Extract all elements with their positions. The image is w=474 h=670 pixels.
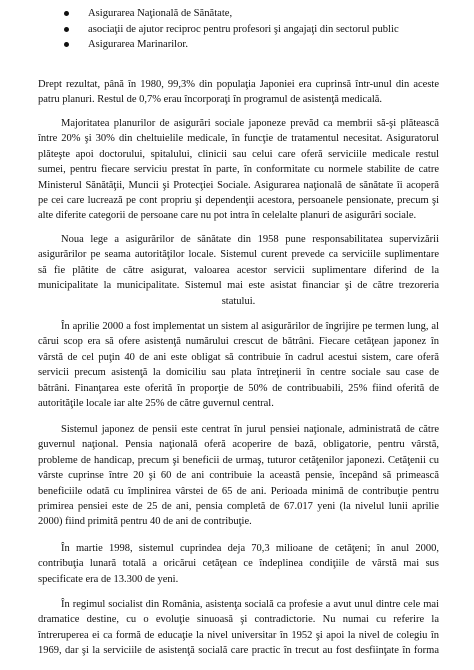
text-line: asigurărilor pe seama autorităţilor locale. Sistemul curent prevede ca serviciile suplimentare: [38, 249, 439, 261]
text-line: Majoritatea planurilor de asigurări sociale japoneze prevăd ca membrii să-şi plătească: [61, 118, 439, 129]
paragraph: [38, 232, 439, 309]
list-item-text: asociaţii de ajutor reciproc pentru profesori şi angajaţi din sectorul public: [88, 23, 399, 35]
text-line: plăteşte apoi doctorului, spitalului, clinicii sau celui care oferă serviciile medicale restul: [38, 148, 439, 160]
text-line: În regimul socialist din România, asistenţa socială ca profesie a avut unul dintre cele mai: [61, 599, 439, 610]
bullet-icon: [64, 27, 69, 32]
list-item: [64, 6, 399, 22]
text-line: cărui scop era să ofere asistenţă numărului crescut de bătrâni. Fiecare cetăţean japonez în: [38, 336, 439, 348]
text-line: probleme de handicap, precum şi beneficii de urmaş, tuturor cetăţenilor japonezi. Cetăţenii cu: [38, 454, 439, 466]
text-line: În martie 1998, sistemul cuprindea deja 70,3 milioane de cetăţeni; în anul 2000,: [61, 543, 439, 554]
bullet-list: [64, 6, 399, 53]
text-line: beneficiile odată cu împlinirea vârstei de 65 de ani. Perioada minimă de contribuţie pentru: [38, 485, 439, 497]
text-line: patru planuri. Restul de 0,7% erau încorporaţi în programul de asistenţă medicală.: [38, 94, 383, 106]
text-line: vârstă de cel puţin 40 de ani este obligat să contribuie în cadrul acestui sistem, care oferă: [38, 351, 439, 363]
bullet-icon: [64, 11, 69, 16]
text-line: Noua lege a asigurărilor de sănătate din 1958 pune responsabilitatea supervizării: [61, 234, 439, 245]
text-line: contribuţia lunară totală a oricărui cetăţean ce îndeplinea condiţiile de vârstă mai sus: [38, 558, 439, 570]
text-line: între 20% şi 30% din cheltuielile medicale, în funcţie de tratamentul necesitat. Asiguratorul: [38, 133, 439, 145]
text-line: statului.: [221, 295, 256, 307]
text-line: bătrâni. Finanţarea este oferită în proporţie de 50% de contribuabili, 25% fiind oferită de: [38, 382, 439, 394]
paragraph: [38, 597, 439, 659]
text-line: pe cei care lucrează pe cont propriu şi dependenţii acestora, persoanele pensionate, precum şi: [38, 195, 439, 207]
paragraph: [38, 422, 439, 530]
paragraph: [38, 319, 439, 411]
text-line: autorităţile locale iar alte 25% de către guvernul central.: [38, 398, 274, 410]
paragraph: [38, 541, 439, 587]
list-item-text: Asigurarea Marinarilor.: [88, 39, 189, 50]
paragraph: [38, 77, 439, 108]
list-item: [64, 22, 399, 38]
text-line: vârste cuprinse între 20 şi 60 de ani contribuie la această pensie, începând să primească: [38, 470, 439, 482]
text-line: Ministerul Sănătăţii, Muncii şi Protecţiei Sociale. Asigurarea naţională de sănătate îi acoperă: [38, 179, 439, 191]
text-line: 1969, dar şi la serviciile de asistenţă socială care practic în trecut au fost desfiinţate în forma: [38, 645, 439, 657]
text-line: sumei, pentru fiecare serviciu prestat în parte, în conformitate cu normele stabilite de catre: [38, 164, 439, 176]
list-item-text: Asigurarea Naţională de Sănătate,: [88, 8, 233, 19]
text-line: Sistemul japonez de pensii este centrat în jurul pensiei naţionale, administrată de către: [61, 424, 439, 435]
text-line: alte diferite categorii de persoane care nu pot intra în celelalte planuri de asigurări sociale.: [38, 210, 417, 222]
list-item: [64, 37, 399, 53]
text-line: guvernul naţional. Pensia naţională oferă acoperire de bază, obligatorie, pentru vârstă,: [38, 439, 439, 451]
text-line: specificate era de 13.300 de yeni.: [38, 573, 179, 585]
bullet-icon: [64, 42, 69, 47]
text-line: Drept rezultat, până în 1980, 99,3% din populaţia Japoniei era cuprinsă într-unul din aceste: [38, 79, 439, 90]
text-line: municipalitate la municipalitate. Sistemul mai este asistat financiar şi de către trezoreria: [38, 280, 439, 292]
text-line: servicii precum asistenţă la domiciliu sau plata întreţinerii în centre sociale sau case de: [38, 367, 439, 379]
text-line: 2000) fiind primită pentru 40 de ani de contribuţie.: [38, 516, 252, 528]
paragraph: [38, 116, 439, 224]
text-line: să fie plătite de către asigurat, valoarea acestor servicii suplimentare diferind de la: [38, 264, 439, 276]
text-line: În aprilie 2000 a fost implementat un sistem al asigurărilor de îngrijire pe termen lung, al: [61, 321, 439, 332]
text-line: primirea pensiei este de 25 de ani, pensia completă de 67.017 yeni (la nivelul lunii aprilie: [38, 501, 439, 513]
text-line: dramatice destine, cu o evoluţie sinuoasă şi contradictorie. Nu numai cu referire la: [38, 614, 439, 626]
text-line: întreruperea ei ca formă de educaţie la nivel universitar în 1952 şi apoi la nivel de colegiu în: [38, 629, 439, 641]
